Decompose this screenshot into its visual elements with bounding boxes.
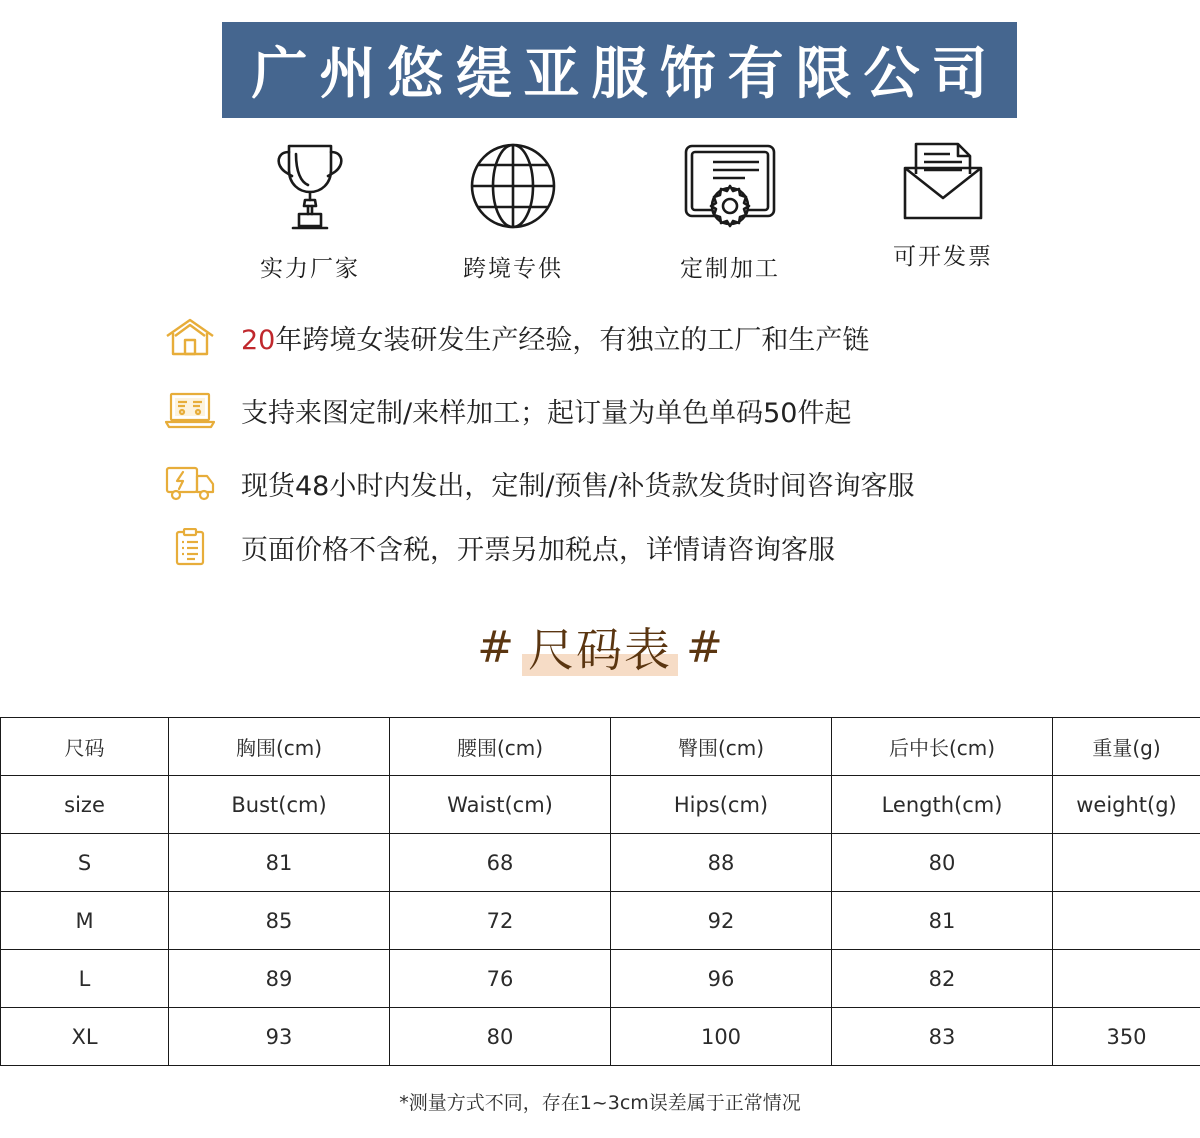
- table-cell: [1053, 950, 1200, 1008]
- info-item-experience: [165, 317, 869, 357]
- company-banner: [222, 22, 1017, 118]
- size-chart-title-wrap: [528, 614, 672, 680]
- info-item-tax: [165, 527, 835, 567]
- info-text: 页面价格不含税，开票另加税点，详情请咨询客服: [241, 534, 835, 566]
- size-chart-heading: [0, 612, 1200, 682]
- measurement-footnote: *测量方式不同，存在1~3cm误差属于正常情况: [399, 1092, 801, 1114]
- feature-label: 实力厂家: [260, 256, 360, 282]
- table-header-cell: Bust(cm): [169, 776, 390, 834]
- table-cell: XL: [1, 1008, 169, 1066]
- table-cell: 68: [390, 834, 611, 892]
- table-row: [1, 1008, 1200, 1066]
- table-cell: 89: [169, 950, 390, 1008]
- company-name: 广州悠缇亚服饰有限公司: [251, 42, 1000, 107]
- size-table: [0, 717, 1200, 1066]
- table-cell: 83: [832, 1008, 1053, 1066]
- table-header-cell: 臀围(cm): [611, 718, 832, 776]
- table-header-cell: 重量(g): [1053, 718, 1200, 776]
- table-cell: 72: [390, 892, 611, 950]
- table-cell: 88: [611, 834, 832, 892]
- table-cell: 85: [169, 892, 390, 950]
- table-header-cell: Length(cm): [832, 776, 1053, 834]
- table-cell: 76: [390, 950, 611, 1008]
- feature-label: 定制加工: [680, 256, 780, 282]
- clipboard-icon: [165, 527, 217, 567]
- feature-cross-border: [413, 140, 613, 283]
- globe-icon: [413, 140, 613, 232]
- feature-label: 跨境专供: [463, 256, 563, 282]
- years-number: 20: [241, 324, 276, 356]
- info-text: 现货48小时内发出，定制/预售/补货款发货时间咨询客服: [241, 470, 915, 502]
- info-item-shipping: [165, 463, 915, 503]
- table-header-cell: weight(g): [1053, 776, 1200, 834]
- table-cell: 81: [169, 834, 390, 892]
- hash-right: #: [686, 621, 723, 673]
- envelope-invoice-icon: [843, 140, 1043, 220]
- table-header-cell: 尺码: [1, 718, 169, 776]
- table-header-cell: 后中长(cm): [832, 718, 1053, 776]
- table-cell: [1053, 892, 1200, 950]
- size-chart-title: 尺码表: [528, 623, 672, 677]
- info-text: 支持来图定制/来样加工；起订量为单色单码50件起: [241, 397, 852, 429]
- table-cell: 82: [832, 950, 1053, 1008]
- table-cell: 93: [169, 1008, 390, 1066]
- table-row: [1, 834, 1200, 892]
- table-cell: 92: [611, 892, 832, 950]
- trophy-icon: [210, 140, 410, 232]
- table-cell: [1053, 834, 1200, 892]
- table-header-row-en: [1, 776, 1200, 834]
- info-text: [241, 318, 869, 357]
- feature-strength-factory: [210, 140, 410, 283]
- hash-left: #: [477, 621, 514, 673]
- table-cell: 100: [611, 1008, 832, 1066]
- table-cell: 80: [832, 834, 1053, 892]
- table-cell: S: [1, 834, 169, 892]
- laptop-icon: [165, 390, 217, 430]
- info-item-customization: [165, 390, 851, 430]
- table-cell: 96: [611, 950, 832, 1008]
- table-row: [1, 950, 1200, 1008]
- info-text-body: 年跨境女装研发生产经验，有独立的工厂和生产链: [275, 324, 870, 356]
- table-header-cell: 胸围(cm): [169, 718, 390, 776]
- feature-label: 可开发票: [893, 244, 993, 270]
- table-cell: 80: [390, 1008, 611, 1066]
- feature-custom-processing: [630, 140, 830, 283]
- house-icon: [165, 317, 217, 357]
- table-cell: 81: [832, 892, 1053, 950]
- feature-invoice-available: [843, 140, 1043, 271]
- certificate-gear-icon: [630, 140, 830, 232]
- table-row: [1, 892, 1200, 950]
- table-cell: L: [1, 950, 169, 1008]
- table-cell: M: [1, 892, 169, 950]
- delivery-truck-icon: [165, 463, 217, 503]
- table-header-cell: Waist(cm): [390, 776, 611, 834]
- table-cell: 350: [1053, 1008, 1200, 1066]
- table-header-cell: 腰围(cm): [390, 718, 611, 776]
- table-header-row-cn: [1, 718, 1200, 776]
- table-header-cell: Hips(cm): [611, 776, 832, 834]
- table-header-cell: size: [1, 776, 169, 834]
